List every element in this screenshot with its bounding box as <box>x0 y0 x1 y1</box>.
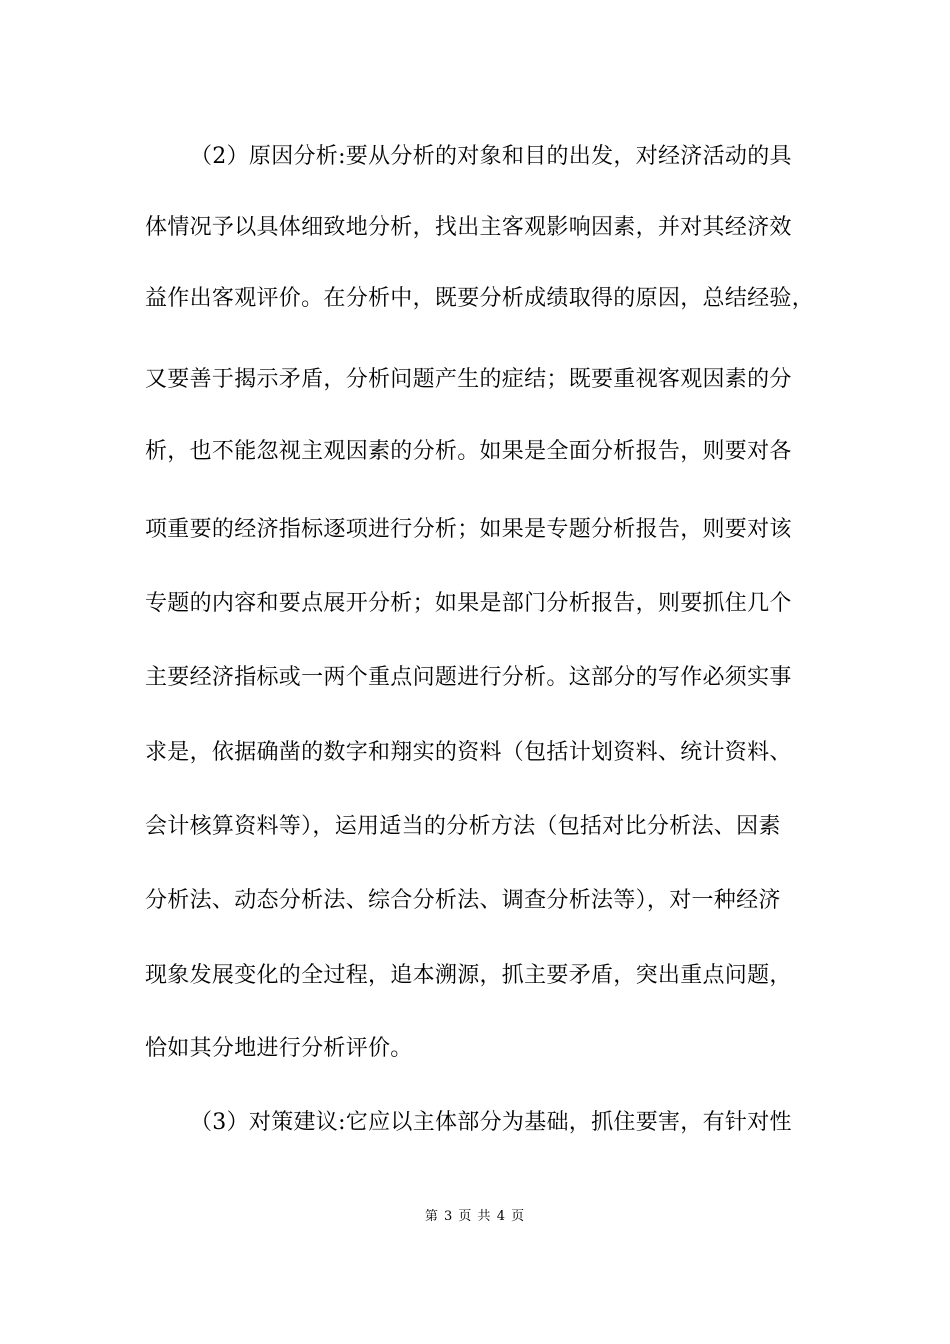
paragraph-2-line-3: 益作出客观评价。在分析中，既要分析成绩取得的原因，总结经验， <box>145 286 815 311</box>
page-number-footer: 第 3 页 共 4 页 <box>424 1209 526 1224</box>
paragraph-2-line-2: 体情况予以具体细致地分析，找出主客观影响因素，并对其经济效 <box>145 215 792 240</box>
paragraph-2-line-4: 又要善于揭示矛盾，分析问题产生的症结；既要重视客观因素的分 <box>145 367 792 392</box>
paragraph-2-line-8: 主要经济指标或一两个重点问题进行分析。这部分的写作必须实事 <box>145 665 792 690</box>
paragraph-2-line-5: 析，也不能忽视主观因素的分析。如果是全面分析报告，则要对各 <box>145 439 792 464</box>
paragraph-2-line-11: 分析法、动态分析法、综合分析法、调查分析法等），对一种经济 <box>145 888 781 913</box>
paragraph-2-line-7: 专题的内容和要点展开分析；如果是部门分析报告，则要抓住几个 <box>145 591 792 616</box>
paragraph-3-line-1: （3）对策建议:它应以主体部分为基础，抓住要害，有针对性 <box>190 1110 792 1135</box>
paragraph-2-line-10: 会计核算资料等），运用适当的分析方法（包括对比分析法、因素 <box>145 814 781 839</box>
paragraph-2-line-12: 现象发展变化的全过程，追本溯源，抓主要矛盾，突出重点问题， <box>145 963 792 988</box>
paragraph-2-line-1: （2）原因分析:要从分析的对象和目的出发，对经济活动的具 <box>190 144 792 169</box>
paragraph-2-line-6: 项重要的经济指标逐项进行分析；如果是专题分析报告，则要对该 <box>145 517 792 542</box>
paragraph-2-line-9: 求是，依据确凿的数字和翔实的资料（包括计划资料、统计资料、 <box>145 740 792 765</box>
paragraph-2-line-13: 恰如其分地进行分析评价。 <box>145 1036 413 1061</box>
